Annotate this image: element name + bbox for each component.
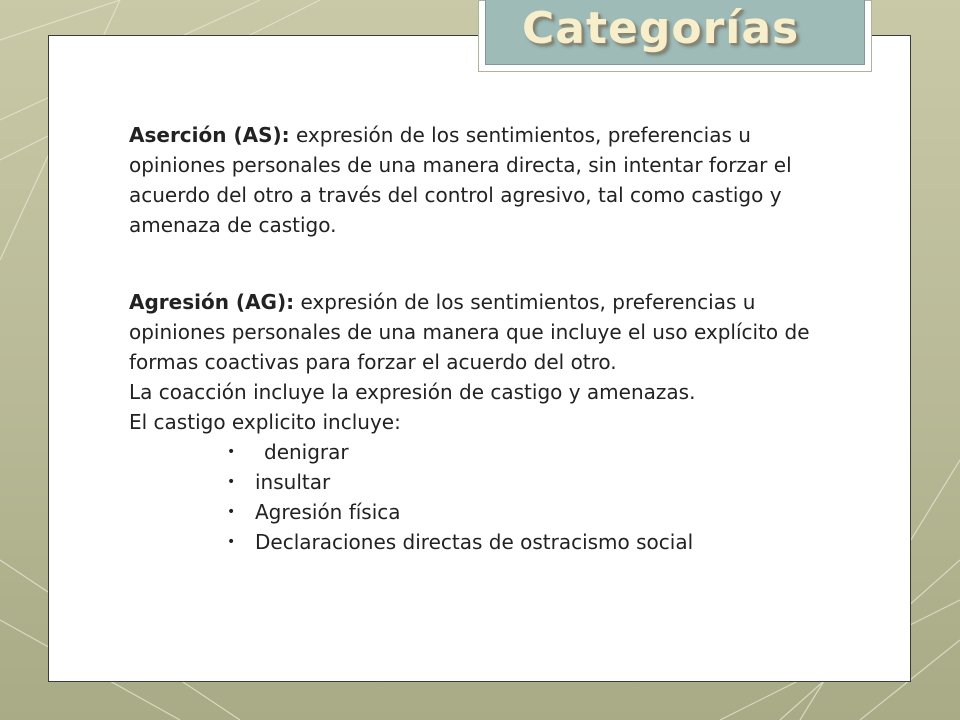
aggression-definition: expresión de los sentimientos, preferencias u opiniones personales de una manera que incluye el uso explícito de formas coactivas para forzar el acuerdo del otro. — [129, 290, 810, 374]
bullet-icon: • — [227, 474, 236, 490]
coercion-line: La coacción incluye la expresión de castigo y amenazas. — [129, 380, 696, 404]
list-item: • insultar — [129, 467, 849, 497]
page-title: Categorías — [522, 3, 800, 54]
content-area — [129, 120, 849, 557]
assertion-definition: expresión de los sentimientos, preferencias u opiniones personales de una manera directa, sin intentar forzar el acuerdo del otro a través del control agresivo, tal como castigo y amenaza de castigo. — [129, 123, 792, 237]
list-item: • Agresión física — [129, 497, 849, 527]
bullet-icon: • — [227, 534, 236, 550]
bullet-icon: • — [227, 504, 236, 520]
punishment-list — [129, 437, 849, 557]
title-tab — [478, 0, 872, 72]
aggression-term: Agresión (AG): — [129, 290, 295, 314]
bullet-icon: • — [227, 444, 236, 460]
list-item: • Declaraciones directas de ostracismo social — [129, 527, 849, 557]
slide-content-card — [48, 35, 911, 682]
list-item: • denigrar — [129, 437, 849, 467]
punishment-intro: El castigo explicito incluye: — [129, 410, 401, 434]
aggression-paragraph — [129, 287, 849, 377]
title-box — [485, 0, 865, 65]
assertion-term: Aserción (AS): — [129, 123, 290, 147]
assertion-paragraph — [129, 120, 849, 240]
